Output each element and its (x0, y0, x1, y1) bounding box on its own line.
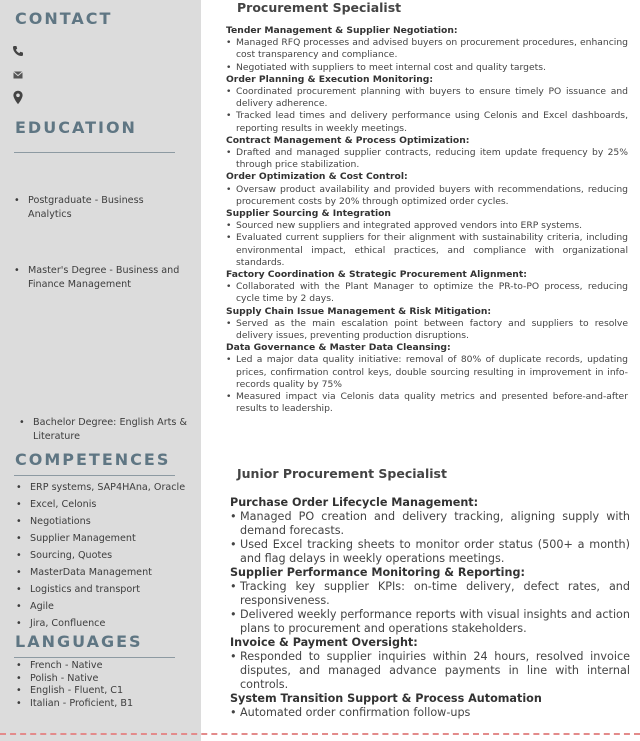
list-item: • Managed PO creation and delivery tracking, aligning supply with demand forecasts. (230, 510, 630, 538)
list-item: • MasterData Management (16, 564, 196, 581)
competences-list (16, 479, 196, 632)
list-item: • English - Fluent, C1 (16, 685, 196, 698)
list-item: • Automated order confirmation follow-ups (230, 706, 630, 720)
list-item: • Tracked lead times and delivery performance using Celonis and Excel dashboards, reporting results in weekly meetings. (226, 110, 628, 134)
list-item: • Led a major data quality initiative: removal of 80% of duplicate records, updating prices, confirmation control keys, double sourcing resulting in improvement in info-records quality by 75% (226, 354, 628, 391)
list-item: • Italian - Proficient, B1 (16, 698, 196, 711)
languages-list (16, 660, 196, 710)
list-item: • Evaluated current suppliers for their alignment with sustainability criteria, including environmental impact, ethical practices, and compliance with organizational standards. (226, 232, 628, 269)
job-details (226, 25, 628, 416)
phone-icon (12, 45, 24, 57)
list-item: • Responded to supplier inquiries within 24 hours, resolved invoice disputes, and managed advance payments in line with internal controls. (230, 650, 630, 692)
competences-divider (14, 475, 175, 476)
languages-divider (14, 657, 175, 658)
job-title: Procurement Specialist (237, 0, 402, 15)
list-item: • Negotiated with suppliers to meet internal cost and quality targets. (226, 62, 628, 74)
education-divider (14, 152, 175, 153)
list-item: • Drafted and managed supplier contracts, reducing item update frequency by 25% through price stabilization. (226, 147, 628, 171)
list-item: • Coordinated procurement planning with buyers to ensure timely PO issuance and delivery adherence. (226, 86, 628, 110)
sidebar (0, 0, 201, 741)
list-item: • Logistics and transport (16, 581, 196, 598)
job-section-heading: Purchase Order Lifecycle Management: (230, 496, 479, 509)
envelope-icon (12, 69, 24, 81)
job-section-heading: Contract Management & Process Optimization: (226, 134, 470, 146)
list-item: • Negotiations (16, 513, 196, 530)
list-item: • Supplier Management (16, 530, 196, 547)
education-item: • Bachelor Degree: English Arts & Literature (19, 417, 187, 442)
job-section-heading: Tender Management & Supplier Negotiation: (226, 25, 458, 36)
list-item: • Excel, Celonis (16, 496, 196, 513)
job-section-heading: Factory Coordination & Strategic Procurement Alignment: (226, 269, 527, 281)
job-section-heading: Order Planning & Execution Monitoring: (226, 73, 434, 85)
job-title: Junior Procurement Specialist (237, 466, 447, 481)
list-item: • Agile (16, 598, 196, 615)
job-section-heading: Supply Chain Issue Management & Risk Mitigation: (226, 305, 492, 317)
job-section-heading: Supplier Performance Monitoring & Reporting: (230, 566, 525, 579)
competences-title: COMPETENCES (15, 450, 171, 469)
list-item: • Served as the main escalation point between factory and suppliers to resolve delivery issues, preventing production disruptions. (226, 318, 628, 342)
job-section-heading: Supplier Sourcing & Integration (226, 208, 391, 220)
list-item: • French - Native (16, 660, 196, 673)
job-section-heading: System Transition Support & Process Automation (230, 692, 542, 705)
education-item: • Master's Degree - Business and Finance Management (14, 265, 180, 290)
education-item: • Postgraduate - Business Analytics (14, 195, 144, 220)
main-content (201, 0, 640, 741)
job-section-heading: Order Optimization & Cost Control: (226, 171, 408, 183)
list-item: • Sourcing, Quotes (16, 547, 196, 564)
list-item: • Delivered weekly performance reports with visual insights and action plans to procurement and operations stakeholders. (230, 608, 630, 636)
list-item: • ERP systems, SAP4HAna, Oracle (16, 479, 196, 496)
page-bottom-border (0, 733, 640, 735)
list-item: • Measured impact via Celonis data quality metrics and presented before-and-after results to leadership. (226, 391, 628, 415)
list-item: • Oversaw product availability and provided buyers with recommendations, reducing procurement costs by 20% through optimized order cycles. (226, 184, 628, 208)
list-item: • Collaborated with the Plant Manager to optimize the PR-to-PO process, reducing cycle time by 2 days. (226, 281, 628, 305)
list-item: • Polish - Native (16, 673, 196, 686)
education-title: EDUCATION (15, 118, 137, 137)
languages-title: LANGUAGES (15, 632, 143, 651)
contact-title: CONTACT (15, 9, 113, 28)
list-item: • Jira, Confluence (16, 615, 196, 632)
list-item: • Tracking key supplier KPIs: on-time delivery, defect rates, and responsiveness. (230, 580, 630, 608)
location-pin-icon (12, 90, 24, 105)
job-section-heading: Data Governance & Master Data Cleansing: (226, 342, 451, 354)
list-item: • Sourced new suppliers and integrated approved vendors into ERP systems. (226, 220, 628, 232)
job-details (230, 496, 630, 720)
list-item: • Used Excel tracking sheets to monitor order status (500+ a month) and flag delays in weekly operations meetings. (230, 538, 630, 566)
job-section-heading: Invoice & Payment Oversight: (230, 636, 418, 649)
list-item: • Managed RFQ processes and advised buyers on procurement procedures, enhancing cost transparency and compliance. (226, 37, 628, 61)
